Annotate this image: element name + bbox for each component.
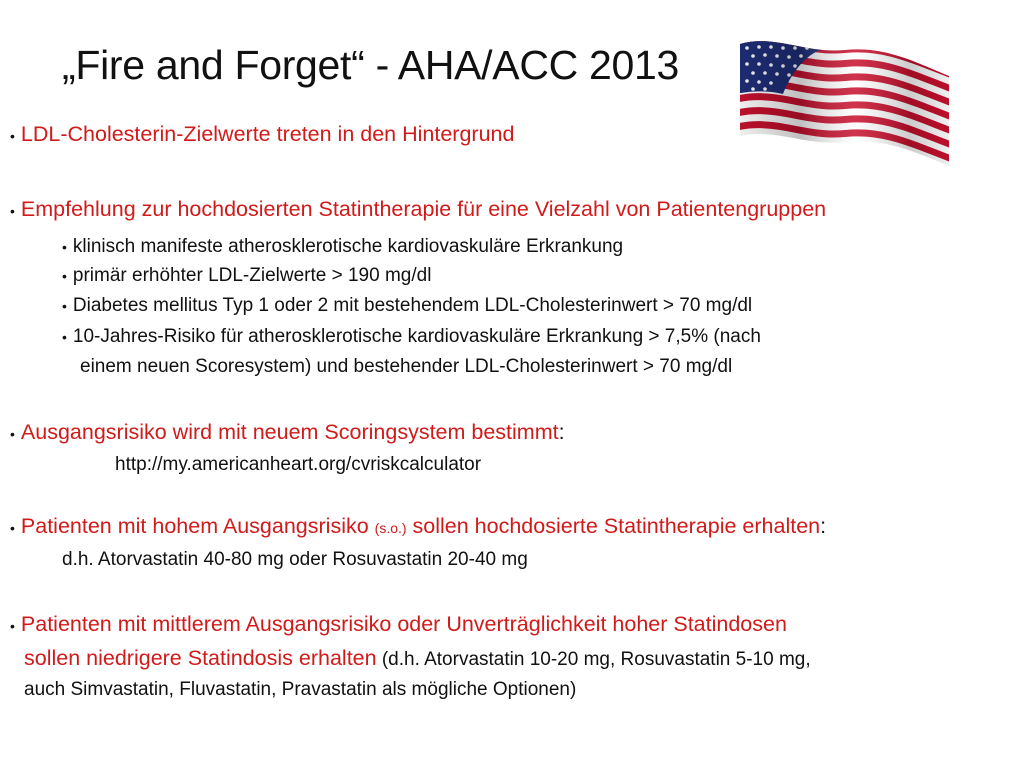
bullet: • [10,426,15,442]
bullet: • [10,618,15,634]
list-item [10,197,826,222]
bullet-detail: d.h. Atorvastatin 40-80 mg oder Rosuvastatin 20-40 mg [62,549,528,570]
bullet: • [10,520,15,536]
bullet-note: (s.o.) [374,520,407,536]
bullet: • [62,268,67,284]
bullet-suffix: : [558,420,565,444]
sub-list-item [62,236,623,258]
sub-list-item [62,295,752,317]
bullet-text: Patienten mit hohem Ausgangsrisiko [20,514,375,538]
bullet: • [10,203,15,219]
list-item [10,122,514,147]
calculator-url[interactable]: http://my.americanheart.org/cvriskcalculator [115,454,482,475]
bullet: • [62,239,67,255]
sub-list-item [62,265,431,287]
bullet-text: sollen niedrigere Statindosis erhalten [24,646,377,670]
bullet: • [62,329,67,345]
bullet-text: LDL-Cholesterin-Zielwerte treten in den Hintergrund [20,122,515,146]
bullet-text: Empfehlung zur hochdosierten Statintherapie für eine Vielzahl von Patientengruppen [20,197,827,221]
list-item [10,612,787,637]
bullet-text: Patienten mit mittlerem Ausgangsrisiko oder Unverträglichkeit hoher Statindosen [20,612,787,636]
bullet-text: Ausgangsrisiko wird mit neuem Scoringsystem bestimmt [20,420,559,444]
slide-title: „Fire and Forget“ - AHA/ACC 2013 [62,42,680,88]
sub-bullet-text: Diabetes mellitus Typ 1 oder 2 mit bestehendem LDL-Cholesterinwert > 70 mg/dl [72,295,753,316]
list-item [10,514,826,539]
list-item-continuation [24,646,811,671]
sub-bullet-text: primär erhöhter LDL-Zielwerte > 190 mg/dl [72,265,432,286]
us-flag-icon [735,36,953,172]
bullet: • [10,128,15,144]
bullet-detail: (d.h. Atorvastatin 10-20 mg, Rosuvastatin 5-10 mg, [376,649,811,670]
sub-bullet-text: klinisch manifeste atherosklerotische kardiovaskuläre Erkrankung [72,236,624,257]
bullet-text: sollen hochdosierte Statintherapie erhalten [406,514,821,538]
sub-bullet-text: 10-Jahres-Risiko für atherosklerotische kardiovaskuläre Erkrankung > 7,5% (nach [72,326,761,347]
bullet-detail: auch Simvastatin, Fluvastatin, Pravastatin als mögliche Optionen) [24,679,577,700]
sub-list-item [62,326,761,348]
sub-list-item-continuation: einem neuen Scoresystem) und bestehender LDL-Cholesterinwert > 70 mg/dl [80,356,733,377]
bullet: • [62,298,67,314]
bullet-suffix: : [820,514,827,538]
list-item [10,420,565,445]
